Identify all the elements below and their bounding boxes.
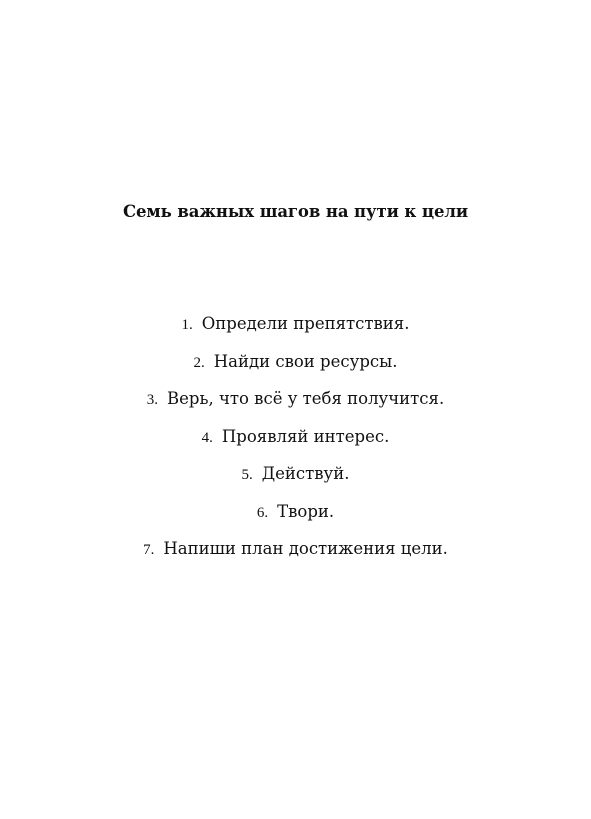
steps-list (0, 312, 591, 575)
step-text: Напиши план достижения цели. (163, 539, 448, 558)
page-title: Семь важных шагов на пути к цели (122, 202, 469, 221)
step-number: 5. (241, 467, 253, 483)
list-item (0, 462, 591, 500)
step-number: 1. (181, 317, 193, 333)
step-text: Действуй. (261, 464, 350, 483)
step-text: Найди свои ресурсы. (213, 351, 398, 371)
step-number: 2. (193, 354, 205, 371)
step-number: 4. (201, 429, 213, 446)
list-item (0, 500, 591, 538)
step-text: Твори. (277, 501, 335, 521)
step-number: 7. (143, 542, 155, 558)
step-number: 6. (256, 504, 269, 521)
step-text: Определи препятствия. (201, 314, 410, 333)
list-item (0, 425, 591, 463)
list-item (0, 350, 591, 388)
list-item (0, 537, 591, 575)
step-text: Проявляй интерес. (221, 426, 390, 446)
list-item (0, 387, 591, 425)
list-item (0, 312, 591, 350)
step-number: 3. (146, 392, 159, 408)
step-text: Верь, что всё у тебя получится. (167, 389, 445, 408)
